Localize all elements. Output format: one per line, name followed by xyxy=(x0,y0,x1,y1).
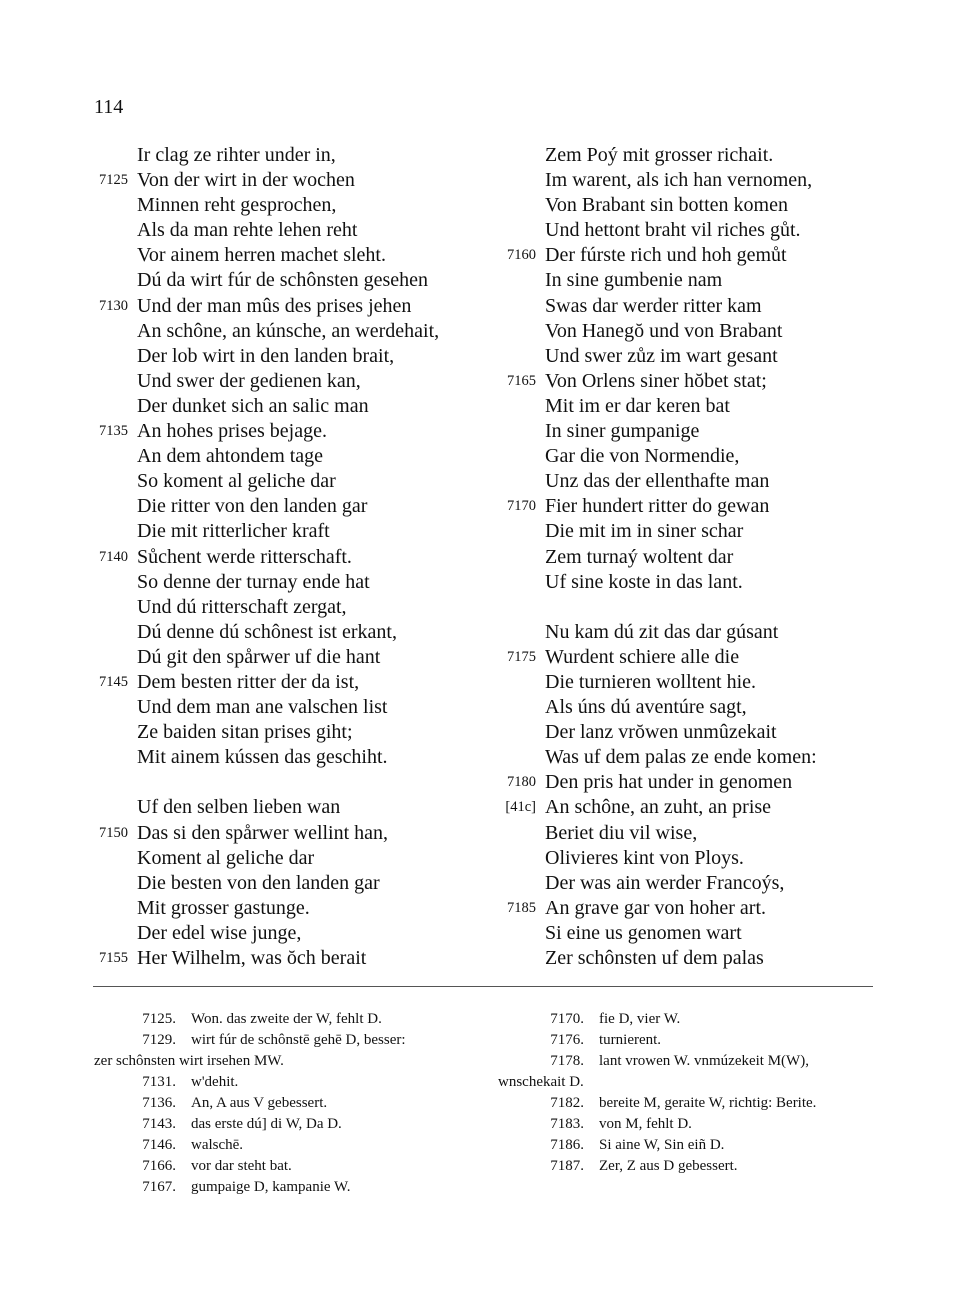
verse-line xyxy=(80,645,500,670)
verse-text: Was uf dem palas ze ende komen: xyxy=(545,746,817,769)
line-number: 7125 xyxy=(99,172,128,189)
footnote-number: 7129. xyxy=(142,1032,176,1048)
footnote-line xyxy=(488,1093,908,1114)
verse-line xyxy=(488,319,908,344)
verse-line xyxy=(80,695,500,720)
verse-text: An schône, an zuht, an prise xyxy=(545,796,772,819)
verse-text: Unz das der ellenthafte man xyxy=(545,470,770,493)
verse-line xyxy=(488,469,908,494)
verse-line xyxy=(80,620,500,645)
line-number: 7140 xyxy=(99,548,128,565)
line-number: 7155 xyxy=(99,950,128,966)
footnote-line xyxy=(488,1009,908,1030)
verse-line xyxy=(80,444,500,469)
verse-text: Koment al geliche dar xyxy=(137,846,315,869)
verse-text: Ir clag ze rihter under in, xyxy=(137,144,336,166)
footnote-number: 7182. xyxy=(550,1095,584,1111)
line-number: 7180 xyxy=(507,774,536,791)
verse-line xyxy=(80,570,500,595)
verse-line xyxy=(488,394,908,419)
verse-text: Dú da wirt fúr de schônsten gesehen xyxy=(137,269,429,292)
verse-text: Und dem man ane valschen list xyxy=(137,696,388,719)
verse-line xyxy=(80,419,500,444)
verse-text: Ze baiden sitan prises giht; xyxy=(137,721,353,744)
verse-text: Uf den selben lieben wan xyxy=(137,796,341,819)
verse-line xyxy=(80,218,500,243)
footnote-text: Zer, Z aus D gebessert. xyxy=(599,1158,738,1174)
verse-line xyxy=(80,394,500,419)
verse-line xyxy=(488,243,908,268)
footnote-number: 7170. xyxy=(550,1011,584,1027)
verse-line xyxy=(80,545,500,570)
verse-line xyxy=(488,821,908,846)
footnote-text: bereite M, geraite W, richtig: Berite. xyxy=(599,1095,817,1111)
footnote-text: wirt fúr de schônstē gehē D, besser: xyxy=(191,1032,406,1048)
verse-line xyxy=(80,770,500,795)
verse-line xyxy=(488,670,908,695)
verse-line xyxy=(488,294,908,319)
verse-line xyxy=(80,294,500,319)
verse-text: Beriet diu vil wise, xyxy=(545,821,698,844)
verse-line xyxy=(80,795,500,820)
verse-text: Von Brabant sin botten komen xyxy=(545,194,788,217)
line-number: 7160 xyxy=(507,247,536,264)
footnote-text: walschē. xyxy=(191,1137,244,1153)
verse-line xyxy=(80,595,500,620)
footnote-number: 7143. xyxy=(142,1116,176,1132)
verse-text: Zer schônsten uf dem palas xyxy=(545,947,764,969)
verse-text: Der dunket sich an salic man xyxy=(137,394,369,417)
verse-text: Mit im er dar keren bat xyxy=(545,394,730,417)
verse-line xyxy=(80,946,500,971)
footnote-line xyxy=(80,1156,500,1177)
verse-text: Die ritter von den landen gar xyxy=(137,495,368,518)
verse-text: Die turnieren wolltent hie. xyxy=(545,670,757,693)
verse-text: Als úns dú aventúre sagt, xyxy=(545,696,747,719)
footnote-text: lant vrowen W. vnmúzekeit M(W), xyxy=(599,1053,809,1069)
verse-line xyxy=(488,168,908,193)
verse-line xyxy=(80,745,500,770)
footnote-text: Si aine W, Sin eiñ D. xyxy=(599,1137,725,1153)
verse-text: Minnen reht gesprochen, xyxy=(137,194,337,217)
footnote-line xyxy=(488,1072,908,1093)
verse-line xyxy=(80,821,500,846)
verse-line xyxy=(80,720,500,745)
verse-line xyxy=(488,620,908,645)
footnote-line xyxy=(80,1114,500,1135)
verse-line xyxy=(488,419,908,444)
verse-line xyxy=(488,519,908,544)
verse-text: Uf sine koste in das lant. xyxy=(545,570,743,593)
footnote-number: 7167. xyxy=(142,1179,176,1195)
verse-text: Im warent, als ich han vernomen, xyxy=(545,169,813,192)
line-number: [41c] xyxy=(505,799,536,816)
verse-line xyxy=(488,143,908,168)
footnote-number: 7187. xyxy=(550,1158,584,1174)
verse-text: Mit grosser gastunge. xyxy=(137,896,310,919)
verse-text: Der lanz vrŏwen unmûzekait xyxy=(545,721,777,744)
footnote-text: An, A aus V gebessert. xyxy=(191,1095,328,1111)
verse-text: Gar die von Normendie, xyxy=(545,445,740,468)
line-number: 7145 xyxy=(99,673,128,690)
verse-text: Olivieres kint von Ploys. xyxy=(545,846,744,869)
verse-text: Und dú ritterschaft zergat, xyxy=(137,595,347,618)
footnote-number: 7125. xyxy=(142,1011,176,1027)
verse-line xyxy=(488,595,908,620)
verse-text: An dem ahtondem tage xyxy=(137,445,324,468)
verse-text: Von Orlens siner hŏbet stat; xyxy=(545,369,767,392)
verse-line xyxy=(488,770,908,795)
verse-text: Und der man mûs des prises jehen xyxy=(137,294,412,317)
verse-text: Zem turnaý woltent dar xyxy=(545,545,734,568)
verse-text: Und swer zůz im wart gesant xyxy=(545,344,778,367)
verse-text: Der edel wise junge, xyxy=(137,921,302,944)
line-number: 7165 xyxy=(507,372,536,389)
verse-text: Der was ain werder Francoýs, xyxy=(545,871,785,894)
verse-text: Nu kam dú zit das dar gúsant xyxy=(545,620,779,643)
verse-text: Und swer der gedienen kan, xyxy=(137,369,361,392)
verse-line xyxy=(80,319,500,344)
verse-text: Von der wirt in der wochen xyxy=(137,169,355,192)
line-number: 7135 xyxy=(99,423,128,440)
footnote-number: 7131. xyxy=(142,1074,176,1090)
line-number: 7185 xyxy=(507,899,536,916)
verse-text: Si eine us genomen wart xyxy=(545,921,742,944)
verse-line xyxy=(488,846,908,871)
footnote-number: 7186. xyxy=(550,1137,584,1153)
verse-text: Fier hundert ritter do gewan xyxy=(545,495,770,518)
verse-line xyxy=(80,268,500,293)
verse-text: Die mit im in siner schar xyxy=(545,520,744,543)
verse-line xyxy=(488,268,908,293)
footnote-text: fie D, vier W. xyxy=(599,1011,681,1027)
verse-line xyxy=(80,896,500,921)
footnote-line xyxy=(80,1072,500,1093)
verse-line xyxy=(80,193,500,218)
verse-line xyxy=(80,921,500,946)
verse-text: An hohes prises bejage. xyxy=(137,420,327,443)
verse-line xyxy=(488,795,908,820)
line-number: 7150 xyxy=(99,824,128,841)
verse-column-right xyxy=(488,143,908,971)
verse-text: Dem besten ritter der da ist, xyxy=(137,670,360,693)
verse-text: Als da man rehte lehen reht xyxy=(137,219,358,242)
verse-line xyxy=(488,444,908,469)
footnote-text: gumpaige D, kampanie W. xyxy=(191,1179,351,1195)
verse-line xyxy=(488,745,908,770)
footnotes-left xyxy=(80,1009,500,1198)
verse-text: Her Wilhelm, was ŏch berait xyxy=(137,947,367,969)
footnote-line xyxy=(488,1156,908,1177)
footnote-line xyxy=(80,1051,500,1072)
verse-text: Swas dar werder ritter kam xyxy=(545,294,762,317)
verse-text: Den pris hat under in genomen xyxy=(545,771,793,794)
verse-line xyxy=(488,570,908,595)
verse-line xyxy=(488,545,908,570)
footnotes-right xyxy=(488,1009,908,1177)
footnote-line xyxy=(80,1177,500,1198)
footnote-line xyxy=(488,1051,908,1072)
verse-text: Die besten von den landen gar xyxy=(137,871,380,894)
verse-line xyxy=(488,896,908,921)
footnote-text: das erste dú] di W, Da D. xyxy=(191,1116,342,1132)
footnote-text: vor dar steht bat. xyxy=(191,1158,292,1174)
verse-line xyxy=(488,494,908,519)
verse-line xyxy=(488,218,908,243)
verse-text: Der lob wirt in den landen brait, xyxy=(137,344,395,367)
verse-text: Und hettont braht vil riches gůt. xyxy=(545,219,801,242)
verse-text: Von Hanegŏ und von Brabant xyxy=(545,319,783,342)
verse-line xyxy=(80,846,500,871)
footnote-line xyxy=(80,1135,500,1156)
footnote-number: 7176. xyxy=(550,1032,584,1048)
line-number: 7175 xyxy=(507,648,536,665)
footnote-number: 7136. xyxy=(142,1095,176,1111)
verse-text: Das si den spårwer wellint han, xyxy=(137,821,389,844)
verse-line xyxy=(488,695,908,720)
verse-line xyxy=(80,469,500,494)
footnote-number: 7178. xyxy=(550,1053,584,1069)
verse-line xyxy=(80,168,500,193)
footnote-line xyxy=(80,1030,500,1051)
footnote-text: Won. das zweite der W, fehlt D. xyxy=(191,1011,382,1027)
verse-line xyxy=(488,921,908,946)
verse-text: Dú denne dú schônest ist erkant, xyxy=(137,620,397,643)
verse-text: Sůchent werde ritterschaft. xyxy=(137,545,352,568)
footnote-text: von M, fehlt D. xyxy=(599,1116,692,1132)
verse-text: Die mit ritterlicher kraft xyxy=(137,520,330,543)
footnote-line xyxy=(80,1093,500,1114)
verse-line xyxy=(488,720,908,745)
verse-line xyxy=(488,193,908,218)
verse-text: Zem Poý mit grosser richait. xyxy=(545,144,774,166)
footnote-text: turnierent. xyxy=(599,1032,662,1048)
verse-line xyxy=(488,946,908,971)
verse-text: Dú git den spårwer uf die hant xyxy=(137,645,381,668)
verse-line xyxy=(488,369,908,394)
footnote-line xyxy=(488,1030,908,1051)
verse-line xyxy=(80,369,500,394)
verse-text: Mit ainem kússen das geschiht. xyxy=(137,746,388,769)
verse-line xyxy=(80,143,500,168)
verse-line xyxy=(488,344,908,369)
verse-text: In sine gumbenie nam xyxy=(545,269,723,292)
footnote-line xyxy=(80,1009,500,1030)
verse-text: An grave gar von hoher art. xyxy=(545,896,767,919)
footnote-number: 7146. xyxy=(142,1137,176,1153)
verse-line xyxy=(80,871,500,896)
verse-column-left xyxy=(80,143,500,971)
footnote-text: wnschekait D. xyxy=(498,1074,584,1090)
verse-text: Der fúrste rich und hoh gemůt xyxy=(545,244,787,267)
verse-text: An schône, an kúnsche, an werdehait, xyxy=(137,319,440,342)
footnote-text: zer schônsten wirt irsehen MW. xyxy=(94,1053,284,1069)
verse-line xyxy=(488,645,908,670)
footnote-number: 7183. xyxy=(550,1116,584,1132)
page-number: 114 xyxy=(94,96,124,118)
verse-text: So koment al geliche dar xyxy=(137,470,336,493)
footnote-line xyxy=(488,1135,908,1156)
verse-line xyxy=(80,243,500,268)
verse-line xyxy=(80,519,500,544)
footnote-line xyxy=(488,1114,908,1135)
footnote-text: w'dehit. xyxy=(191,1074,239,1090)
footnote-divider xyxy=(93,986,873,987)
verse-text: Wurdent schiere alle die xyxy=(545,645,740,668)
line-number: 7170 xyxy=(507,498,536,515)
footnote-number: 7166. xyxy=(142,1158,176,1174)
verse-line xyxy=(80,494,500,519)
verse-line xyxy=(80,670,500,695)
verse-text: So denne der turnay ende hat xyxy=(137,570,370,593)
verse-line xyxy=(80,344,500,369)
line-number: 7130 xyxy=(99,297,128,314)
verse-text: Vor ainem herren machet sleht. xyxy=(137,244,386,267)
verse-line xyxy=(488,871,908,896)
verse-text: In siner gumpanige xyxy=(545,420,700,443)
